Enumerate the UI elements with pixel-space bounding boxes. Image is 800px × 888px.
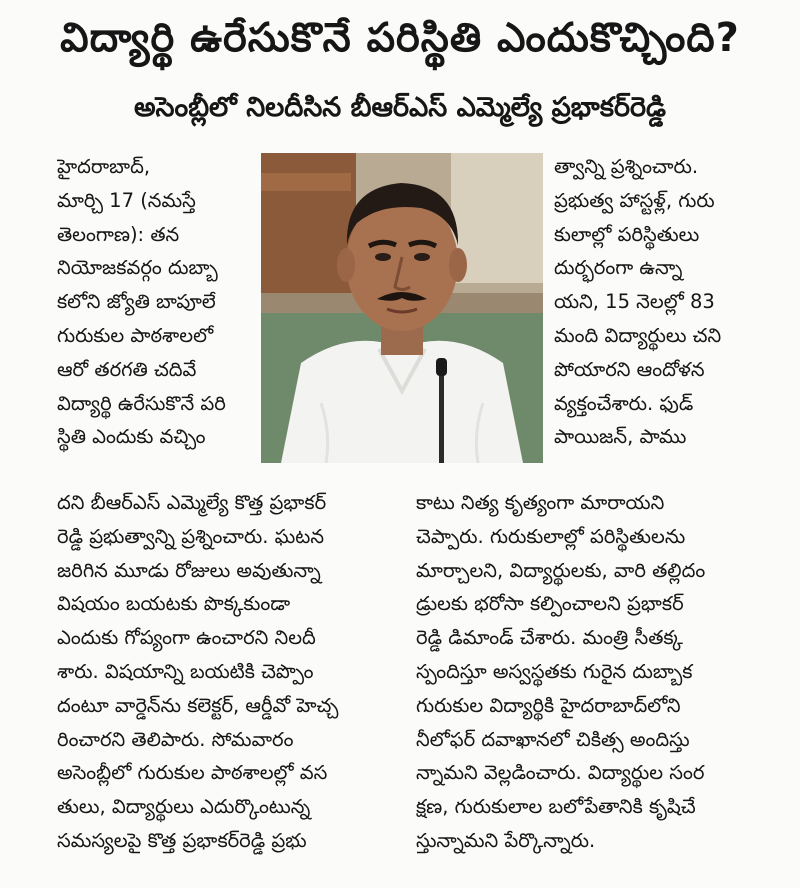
body-text-line: నియోజకవర్గం దుబ్బా <box>57 256 218 280</box>
headline: విద్యార్థి ఉరేసుకొనే పరిస్థితి ఎందుకొచ్చింది? <box>60 15 740 61</box>
body-text-line: శారు. విషయాన్ని బయటికి చెప్పొం <box>57 659 314 683</box>
body-text-line: రెడ్డి డిమాండ్ చేశారు. మంత్రి సీతక్క <box>416 626 683 650</box>
body-column-left-bottom <box>57 486 397 858</box>
body-column-right-bottom <box>416 486 772 858</box>
body-text-line: మంది విద్యార్థులు చని <box>554 323 722 347</box>
body-text-line: దని బీఆర్‌ఎస్ ఎమ్మెల్యే కొత్త ప్రభాకర్ <box>57 491 327 514</box>
mla-portrait-illustration <box>261 153 543 463</box>
body-text-line: మార్చాలని, విద్యార్థులకు, వారి తల్లిదం <box>416 558 706 582</box>
body-text-line: స్తున్నామని పేర్కొన్నారు. <box>416 828 596 852</box>
mla-photo <box>261 153 543 463</box>
body-text-line: నీలోఫర్ దవాఖానలో చికిత్స అందిస్తు <box>416 727 690 751</box>
body-text-line: చెప్పారు. గురుకులాల్లో పరిస్థితులను <box>416 524 686 548</box>
body-text-line: క్షణ, గురుకులాల బలోపేతానికి కృషిచే <box>416 795 696 819</box>
body-text-line: స్పందిస్తూ అస్వస్థతకు గురైన దుబ్బాక <box>416 659 693 683</box>
body-text-line: ఆరో తరగతి చదివే <box>57 357 197 381</box>
body-text-line: పాయిజన్, పాము <box>554 425 687 449</box>
body-text-line: విషయం బయటకు పొక్కకుండా <box>57 592 291 616</box>
body-text-line: జరిగిన మూడు రోజులు అవుతున్నా <box>57 558 321 582</box>
body-text-line: త్వాన్ని ప్రశ్నించారు. <box>554 155 699 178</box>
body-text-line: పోయారని ఆందోళన <box>554 357 705 381</box>
body-column-right-top <box>554 150 772 454</box>
body-text-line: న్నామని వెల్లడించారు. విద్యార్థుల సంర <box>416 761 705 785</box>
body-text-line: యని, 15 నెలల్లో 83 <box>554 290 715 314</box>
body-text-line: సమస్యలపై కొత్త ప్రభాకర్‌రెడ్డి ప్రభు <box>57 828 307 852</box>
body-text-line: ఎందుకు గోప్యంగా ఉంచారని నిలదీ <box>57 626 316 650</box>
body-text-line: దంటూ వార్డెన్‌ను కలెక్టర్, ఆర్డీవో హెచ్చ <box>57 693 339 717</box>
body-text-line: అసెంబ్లీలో గురుకుల పాఠశాలల్లో వస <box>57 761 328 785</box>
body-text-line: తెలంగాణ): తన <box>57 222 180 246</box>
body-text-line: కులాల్లో పరిస్థితులు <box>554 222 700 246</box>
body-text-line: విద్యార్థి ఉరేసుకొనే పరి <box>57 391 226 415</box>
body-text-line: గురుకుల పాఠశాలలో <box>57 323 214 347</box>
body-text-line: కలోని జ్యోతి బాపూలే <box>57 290 216 314</box>
body-text-line: ప్రభుత్వ హాస్టళ్ల్, గురు <box>554 188 715 212</box>
body-text-line: మార్చి 17 (నమస్తే <box>57 188 196 212</box>
body-text-line: దుర్భరంగా ఉన్నా <box>554 256 683 280</box>
body-text-line: డ్రులకు భరోసా కల్పించాలని ప్రభాకర్ <box>416 592 684 616</box>
body-text-line: రించారని తెలిపారు. సోమవారం <box>57 727 294 751</box>
body-text-line: కాటు నిత్య కృత్యంగా మారాయని <box>416 491 665 514</box>
body-text-line: గురుకుల విద్యార్థికి హైదరాబాద్‌లోని <box>416 693 681 717</box>
body-column-left-top <box>57 150 247 454</box>
body-text-line: రెడ్డి ప్రభుత్వాన్ని ప్రశ్నించారు. ఘటన <box>57 524 325 548</box>
body-text-line: తులు, విద్యార్థులు ఎదుర్కొంటున్న <box>57 795 311 819</box>
body-text-line: హైదరాబాద్, <box>57 155 151 178</box>
body-text-line: వ్యక్తంచేశారు. ఫుడ్ <box>554 391 694 415</box>
subheadline: అసెంబ్లీలో నిలదీసిన బీఆర్‌ఎస్ ఎమ్మెల్యే ప్రభాకర్‌రెడ్డి <box>133 92 667 123</box>
body-text-line: స్థితి ఎందుకు వచ్చిం <box>57 425 206 449</box>
